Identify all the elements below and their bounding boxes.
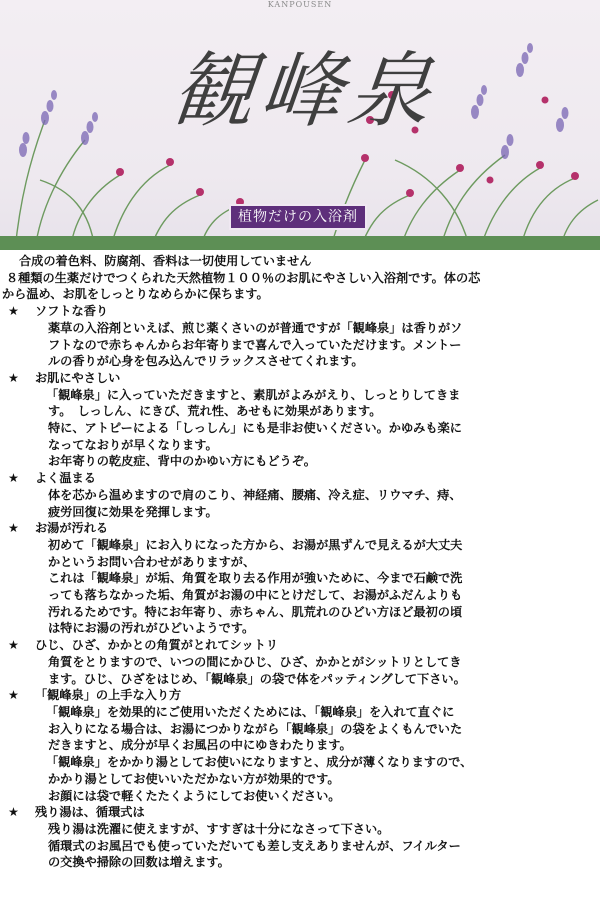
section-line: 薬草の入浴剤といえば、煎じ薬くさいのが普通ですが「観峰泉」は香りがソ [48, 320, 463, 335]
section-line: ルの香りが心身を包み込んでリラックスさせてくれます。 [48, 354, 364, 369]
section-line: なってなおりが早くなります。 [48, 437, 218, 452]
section-line: かというお問い合わせがありますが、 [48, 554, 256, 569]
section-line: お入りになる場合は、お湯につかりながら「観峰泉」の袋をよくもんでいた [48, 721, 463, 736]
section-heading [0, 637, 600, 654]
section-line: 循環式のお風呂でも使っていただいても差し支えありませんが、フイルター [48, 838, 461, 853]
section-title: お肌にやさしい [35, 370, 121, 385]
section-leftover-water [0, 804, 600, 871]
section-gentle-skin [0, 370, 600, 470]
star-icon: ★ [8, 521, 19, 536]
section-how-to-bathe [0, 687, 600, 804]
section-line: は特にお湯の汚れがひどいようです。 [48, 621, 255, 636]
section-line: っても落ちなかった垢、角質がお湯の中にとけだして、お湯がふだんよりも [48, 588, 463, 603]
section-line: の交換や掃除の回数は増えます。 [48, 855, 230, 870]
section-line: 体を芯から温めますので肩のこり、神経痛、腰痛、冷え症、リウマチ、痔、 [48, 487, 462, 502]
star-icon: ★ [8, 370, 19, 385]
section-line: これは「観峰泉」が垢、角質を取り去る作用が強いために、今まで石鹸で洗 [48, 571, 463, 586]
star-icon: ★ [8, 471, 19, 486]
star-icon: ★ [8, 638, 19, 653]
section-callus-removal [0, 637, 600, 687]
brand-name-romaji: KANPOUSEN [267, 0, 333, 9]
section-title: 残り湯は、循環式は [35, 805, 145, 820]
intro-line: から温め、お肌をしっとりなめらかに保ちます。 [2, 287, 269, 302]
section-line: かかり湯としてお使いいただかない方が効果的です。 [48, 771, 340, 786]
section-line: 「観峰泉」に入っていただきますと、素肌がよみがえり、しっとりしてきま [46, 387, 461, 402]
section-title: ひじ、ひざ、かかとの角質がとれてシットリ [35, 638, 279, 653]
section-line: す。 しっしん、にきび、荒れ性、あせもに効果があります。 [48, 404, 382, 419]
intro-line: ８種類の生薬だけでつくられた天然植物１００％のお肌にやさしい入浴剤です。体の芯 [6, 270, 481, 285]
section-line: 汚れるためです。特にお年寄り、赤ちゃん、肌荒れのひどい方ほど最初の頃 [48, 604, 463, 619]
section-line: フトなので赤ちゃんからお年寄りまで喜んで入っていただけます。メントー [48, 337, 462, 352]
section-water-darkens [0, 520, 600, 637]
star-icon: ★ [8, 688, 19, 703]
product-banner [0, 0, 600, 250]
star-icon: ★ [8, 304, 19, 319]
brand-title: 観峰泉 [167, 44, 442, 139]
section-warming [0, 470, 600, 520]
section-line: 「観峰泉」をかかり湯としてお使いになりますと、成分が薄くなりますので、 [46, 755, 473, 770]
section-heading [0, 804, 600, 821]
section-title: ソフトな香り [35, 304, 109, 319]
section-line: 疲労回復に効果を発揮します。 [48, 504, 218, 519]
section-heading [0, 303, 600, 320]
intro-line: 合成の着色料、防腐剤、香料は一切使用していません [19, 254, 312, 268]
section-heading [0, 470, 600, 487]
product-description [0, 253, 600, 871]
section-heading [0, 687, 600, 704]
section-line: お顔には袋で軽くたたくようにしてお使いください。 [48, 788, 341, 803]
section-line: 初めて「観峰泉」にお入りになった方から、お湯が黒ずんで見えるが大丈夫 [48, 537, 463, 552]
section-line: 「観峰泉」を効果的にご使用いただくためには、「観峰泉」を入れて直ぐに [46, 704, 455, 719]
section-heading [0, 520, 600, 537]
section-line: ます。ひじ、ひざをはじめ、「観峰泉」の袋で体をパッティングして下さい。 [48, 671, 466, 686]
section-line: 残り湯は洗濯に使えますが、すすぎは十分になさって下さい。 [48, 821, 390, 836]
section-title: お湯が汚れる [35, 521, 109, 536]
section-line: 特に、アトピーによる「しっしん」にも是非お使いください。かゆみも楽に [48, 421, 462, 436]
section-title: よく温まる [35, 471, 96, 486]
banner-ground-strip [0, 236, 600, 250]
star-icon: ★ [8, 805, 19, 820]
section-line: お年寄りの乾皮症、背中のかゆい方にもどうぞ。 [48, 454, 316, 469]
section-soft-scent [0, 303, 600, 370]
product-subtitle-badge: 植物だけの入浴剤 [229, 204, 367, 230]
section-heading [0, 370, 600, 387]
section-line: 角質をとりますので、いつの間にかひじ、ひざ、かかとがシットリとしてき [48, 654, 462, 669]
section-line: だきますと、成分が早くお風呂の中にゆきわたります。 [48, 738, 352, 753]
section-title: 「観峰泉」の上手な入り方 [35, 688, 182, 703]
